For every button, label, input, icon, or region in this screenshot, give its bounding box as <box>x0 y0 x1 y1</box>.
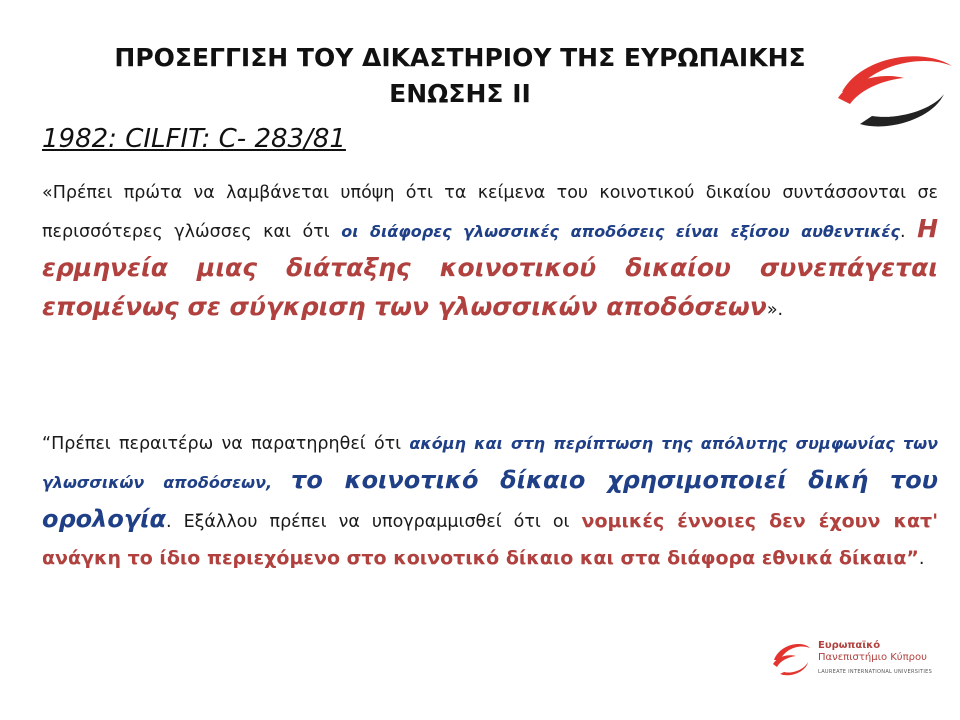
university-logo <box>770 636 950 694</box>
quote2-text: “Πρέπει περαιτέρω να παρατηρηθεί ότι <box>42 434 410 454</box>
quote2-space <box>272 473 291 493</box>
quote1-closing: ». <box>766 300 784 320</box>
quote2-closing: . <box>918 549 925 569</box>
quote2-text-continued: . Εξάλλου πρέπει να υπογραμμισθεί ότι οι <box>166 512 582 532</box>
university-name-line2: Πανεπιστήμιο Κύπρου <box>818 652 927 663</box>
quote1-emphasis-blue: οι διάφορες γλωσσικές αποδόσεις είναι εξίσου αυθεντικές <box>341 222 900 241</box>
quote-paragraph-1 <box>42 176 938 328</box>
quote2-emphasis-terminology: το κοινοτικό δίκαιο χρησιμοποιεί δική του ορολογία <box>42 466 938 533</box>
quote1-text: «Πρέπει πρώτα να λαμβάνεται υπόψη ότι τα κείμενα του κοινοτικού δικαίου συντάσσονται σε περισσότερες γλώσσες και ότι <box>42 183 938 242</box>
university-name-line1: Ευρωπαϊκό <box>818 640 881 651</box>
university-tagline: LAUREATE INTERNATIONAL UNIVERSITIES <box>818 669 933 675</box>
university-swoosh-logo-icon <box>820 40 960 140</box>
quote2-emphasis-blue: ακόμη και στη περίπτωση της απόλυτης συμφωνίας των γλωσσικών αποδόσεων, <box>42 434 938 492</box>
quote-paragraph-2 <box>42 426 938 577</box>
case-reference: 1982: CILFIT: C- 283/81 <box>42 124 346 154</box>
quote1-emphasis-red: Η ερμηνεία μιας διάταξης κοινοτικού δικαίου συνεπάγεται επομένως σε σύγκριση των γλωσσικών αποδόσεων <box>42 214 939 321</box>
quote1-period: . <box>899 222 918 242</box>
slide-title: ΠΡΟΣΕΓΓΙΣΗ ΤΟΥ ΔΙΚΑΣΤΗΡΙΟΥ ΤΗΣ ΕΥΡΩΠΑΙΚΗΣ ΕΝΩΣΗΣ ΙΙ <box>114 43 806 108</box>
quote2-emphasis-red: νομικές έννοιες δεν έχουν κατ' ανάγκη το ίδιο περιεχόμενο στο κοινοτικό δίκαιο και στα διάφορα εθνικά δίκαια” <box>42 510 939 569</box>
university-name <box>818 640 927 664</box>
university-logo-icon <box>770 640 812 678</box>
